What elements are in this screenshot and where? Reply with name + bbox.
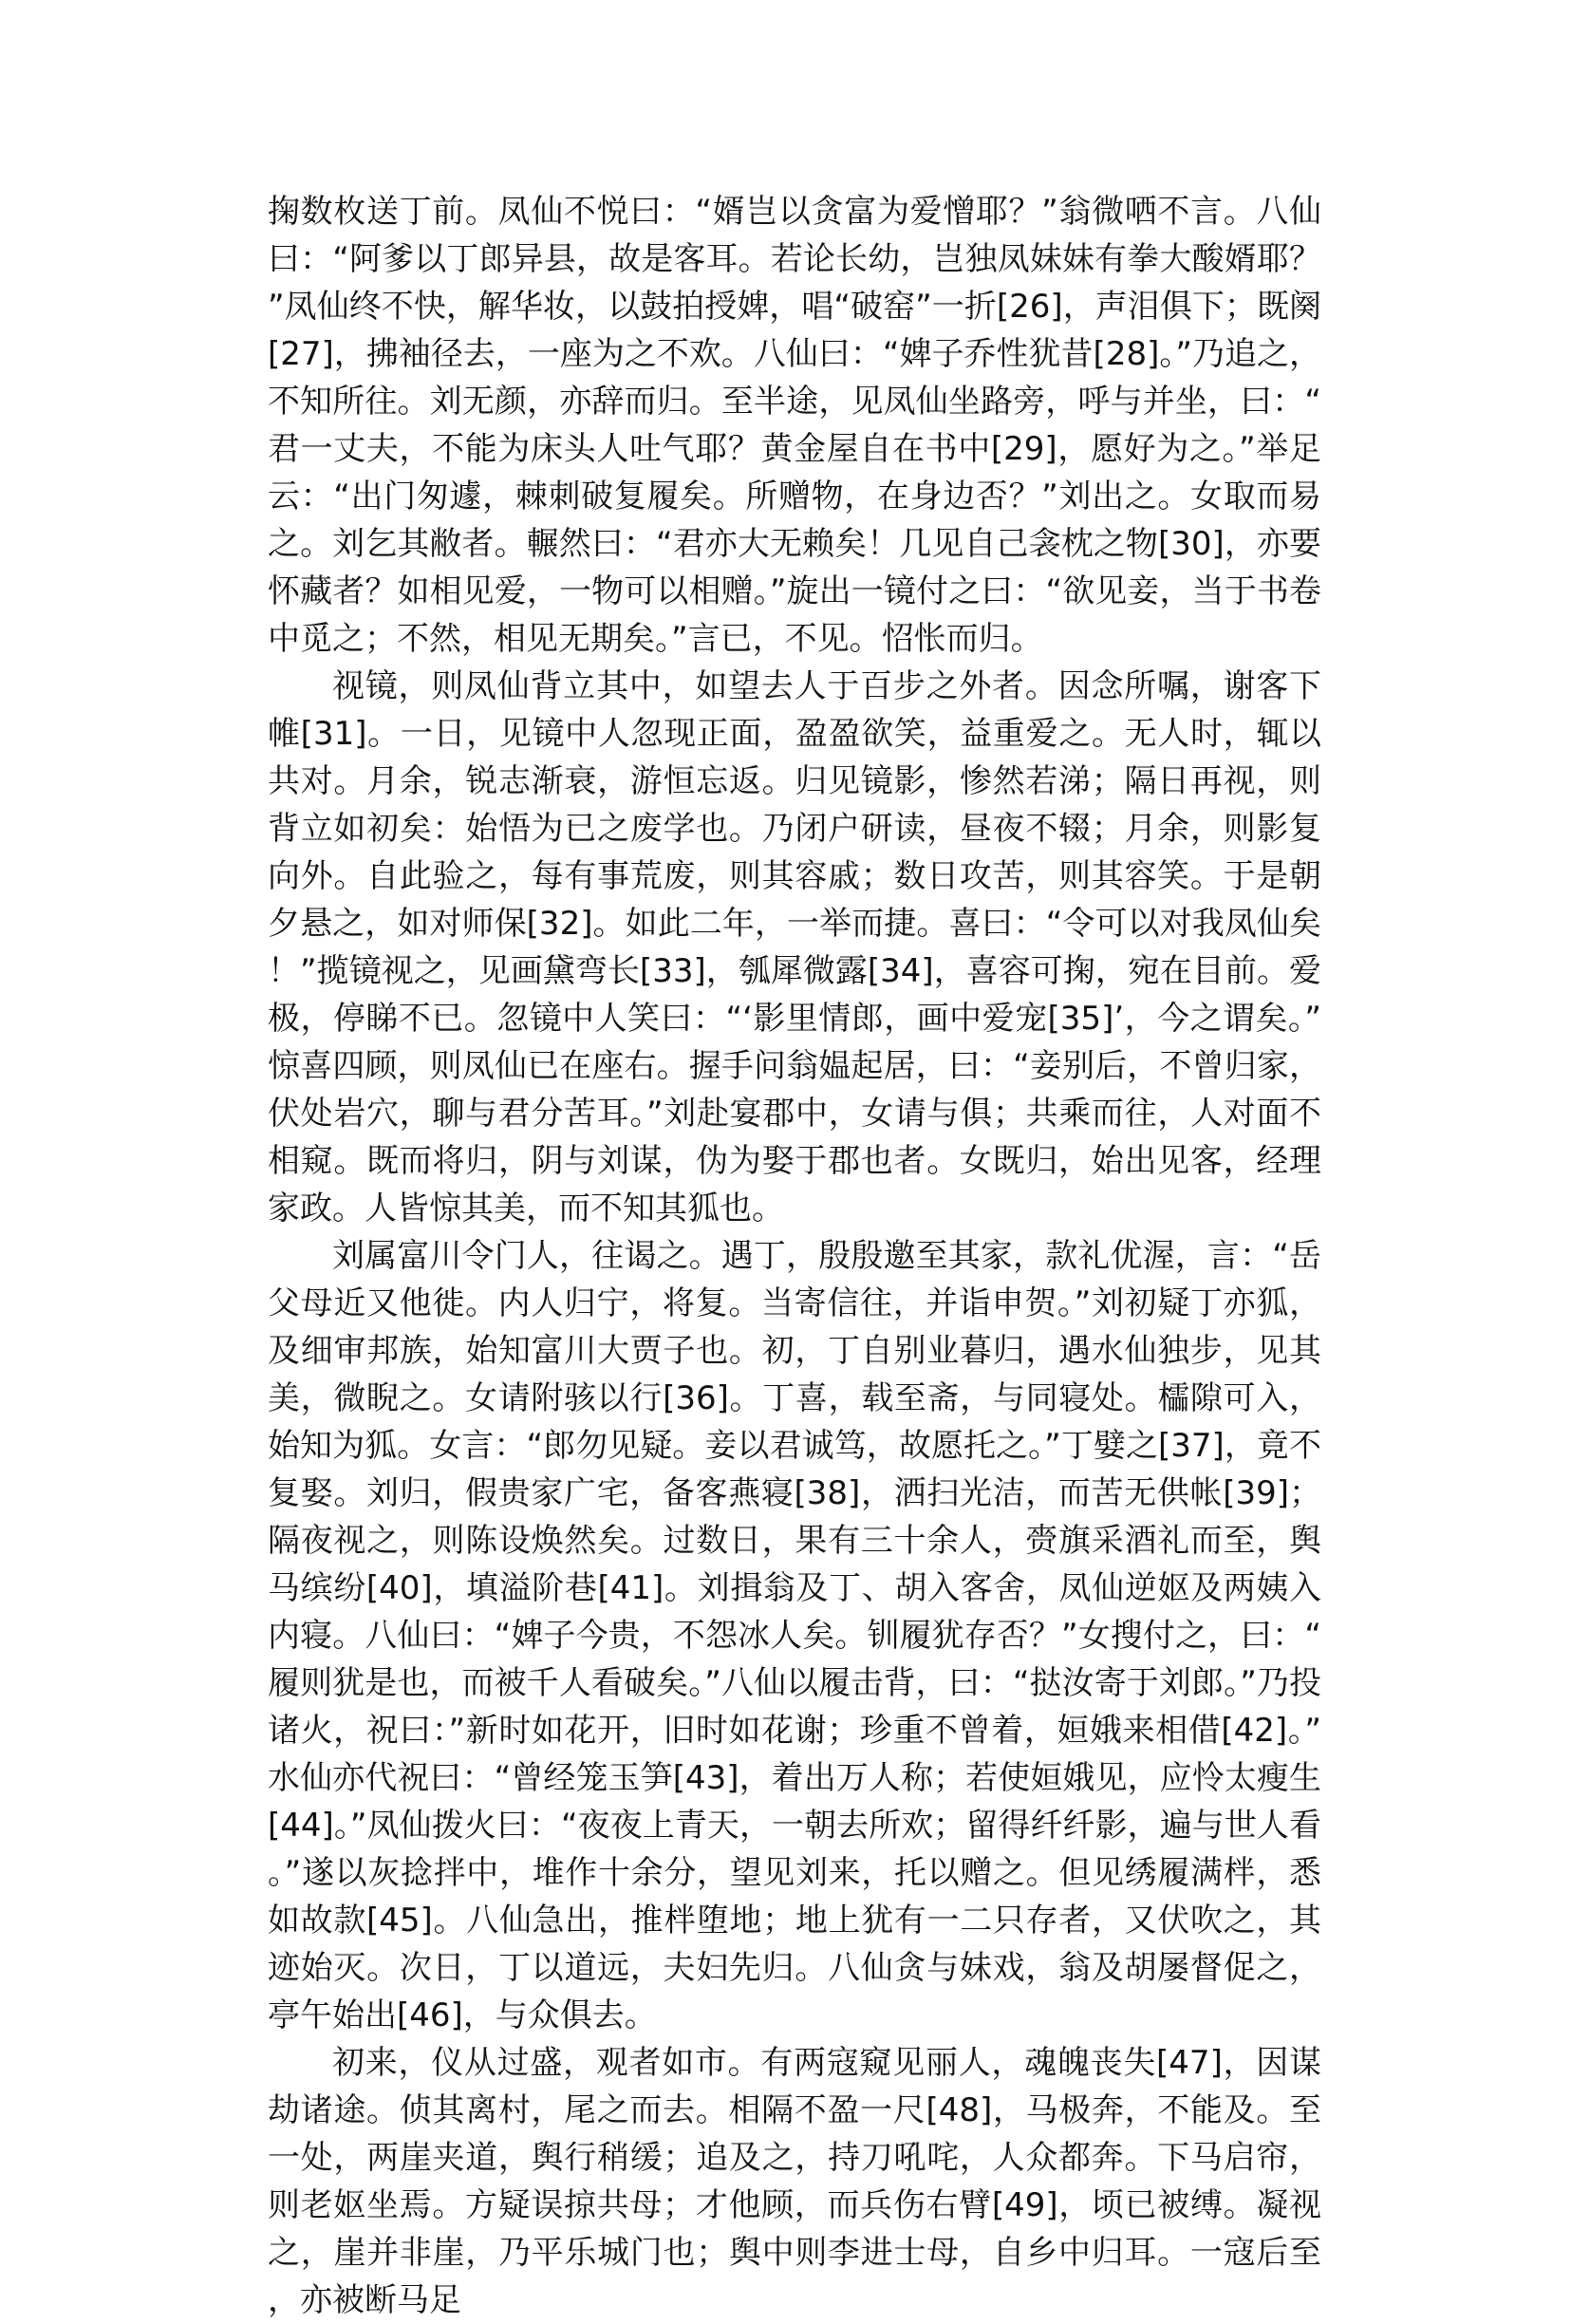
paragraph-1: 掬数枚送丁前。凤仙不悦曰：“婿岂以贪富为爱憎耶？”翁微哂不言。八仙曰：“阿爹以丁郎异县，故是客耳。若论长幼，岂独凤妹妹有拳大酸婿耶？”凤仙终不快，解华妆，以鼓拍授婢，唱“破窑”一折[26]，声泪俱下；既阕[27]，拂袖径去，一座为之不欢。八仙曰：“婢子乔性犹昔[28]。”乃追之，不知所往。刘无颜，亦辞而归。至半途，见凤仙坐路旁，呼与并坐，曰：“君一丈夫，不能为床头人吐气耶？黄金屋自在书中[29]，愿好为之。”举足云：“出门匆遽，棘刺破复履矣。所赠物，在身边否？”刘出之。女取而易之。刘乞其敝者。輾然曰：“君亦大无赖矣！几见自己衾枕之物[30]，亦要怀藏者？如相见爱，一物可以相赠。”旋出一镜付之曰：“欲见妾，当于书卷中觅之；不然，相见无期矣。”言已，不见。怊怅而归。: [268, 193, 1321, 658]
paragraph-4: 初来，仪从过盛，观者如市。有两寇窥见丽人，魂魄丧失[47]，因谋劫诸途。侦其离村，尾之而去。相隔不盈一尺[48]，马极奔，不能及。至一处，两崖夹道，舆行稍缓；追及之，持刀吼咤，人众都奔。下马启帘，则老妪坐焉。方疑误掠共母；才他顾，而兵伤右臂[49]，顷已被缚。凝视之，崖并非崖，乃平乐城门也；舆中则李进士母，自乡中归耳。一寇后至，亦被断马足: [268, 2044, 1321, 2319]
paragraph-2: 视镜，则凤仙背立其中，如望去人于百步之外者。因念所嘱，谢客下帷[31]。一日，见镜中人忽现正面，盈盈欲笑，益重爱之。无人时，辄以共对。月余，锐志渐衰，游恒忘返。归见镜影，惨然若涕；隔日再视，则背立如初矣：始悟为已之废学也。乃闭户研读，昼夜不辍；月余，则影复向外。自此验之，每有事荒废，则其容戚；数日攻苦，则其容笑。于是朝夕悬之，如对师保[32]。如此二年，一举而捷。喜曰：“令可以对我凤仙矣！”揽镜视之，见画黛弯长[33]，瓠犀微露[34]，喜容可掬，宛在目前。爱极，停睇不已。忽镜中人笑曰：“‘影里情郎，画中爱宠[35]’，今之谓矣。”惊喜四顾，则凤仙已在座右。握手问翁媪起居，曰：“妾别后，不曾归家，伏处岩穴，聊与君分苦耳。”刘赴宴郡中，女请与俱；共乘而往，人对面不相窥。既而将归，阴与刘谋，伪为娶于郡也者。女既归，始出见客，经理家政。人皆惊其美，而不知其狐也。: [268, 667, 1321, 1228]
document-page: [268, 188, 1321, 2324]
paragraph-3: 刘属富川令门人，往谒之。遇丁，殷殷邀至其家，款礼优渥，言：“岳父母近又他徙。内人归宁，将复。当寄信往，并诣申贺。”刘初疑丁亦狐，及细审邦族，始知富川大贾子也。初，丁自别业暮归，遇水仙独步，见其美，微睨之。女请附骇以行[36]。丁喜，载至斋，与同寝处。櫺隙可入，始知为狐。女言：“郎勿见疑。妾以君诚笃，故愿托之。”丁嬖之[37]，竟不复娶。刘归，假贵家广宅，备客燕寝[38]，洒扫光洁，而苦无供帐[39]；隔夜视之，则陈设焕然矣。过数日，果有三十余人，赍旗采酒礼而至，舆马缤纷[40]，填溢阶巷[41]。刘揖翁及丁、胡入客舍，凤仙逆妪及两姨入内寝。八仙曰：“婢子今贵，不怨冰人矣。钏履犹存否？”女搜付之，曰：“履则犹是也，而被千人看破矣。”八仙以履击背，曰：“挞汝寄于刘郎。”乃投诸火，祝曰：”新时如花开，旧时如花谢；珍重不曾着，姮娥来相借[42]。”水仙亦代祝曰：“曾经笼玉笋[43]，着出万人称；若使姮娥见，应怜太瘦生[44]。”凤仙拨火曰：“夜夜上青天，一朝去所欢；留得纤纤影，遍与世人看。”遂以灰捻拌中，堆作十余分，望见刘来，托以赠之。但见绣履满柈，悉如故款[45]。八仙急出，推柈堕地；地上犹有一二只存者，又伏吹之，其迹始灭。次日，丁以道远，夫妇先归。八仙贪与妹戏，翁及胡屡督促之，亭午始出[46]，与众俱去。: [268, 1237, 1321, 2034]
